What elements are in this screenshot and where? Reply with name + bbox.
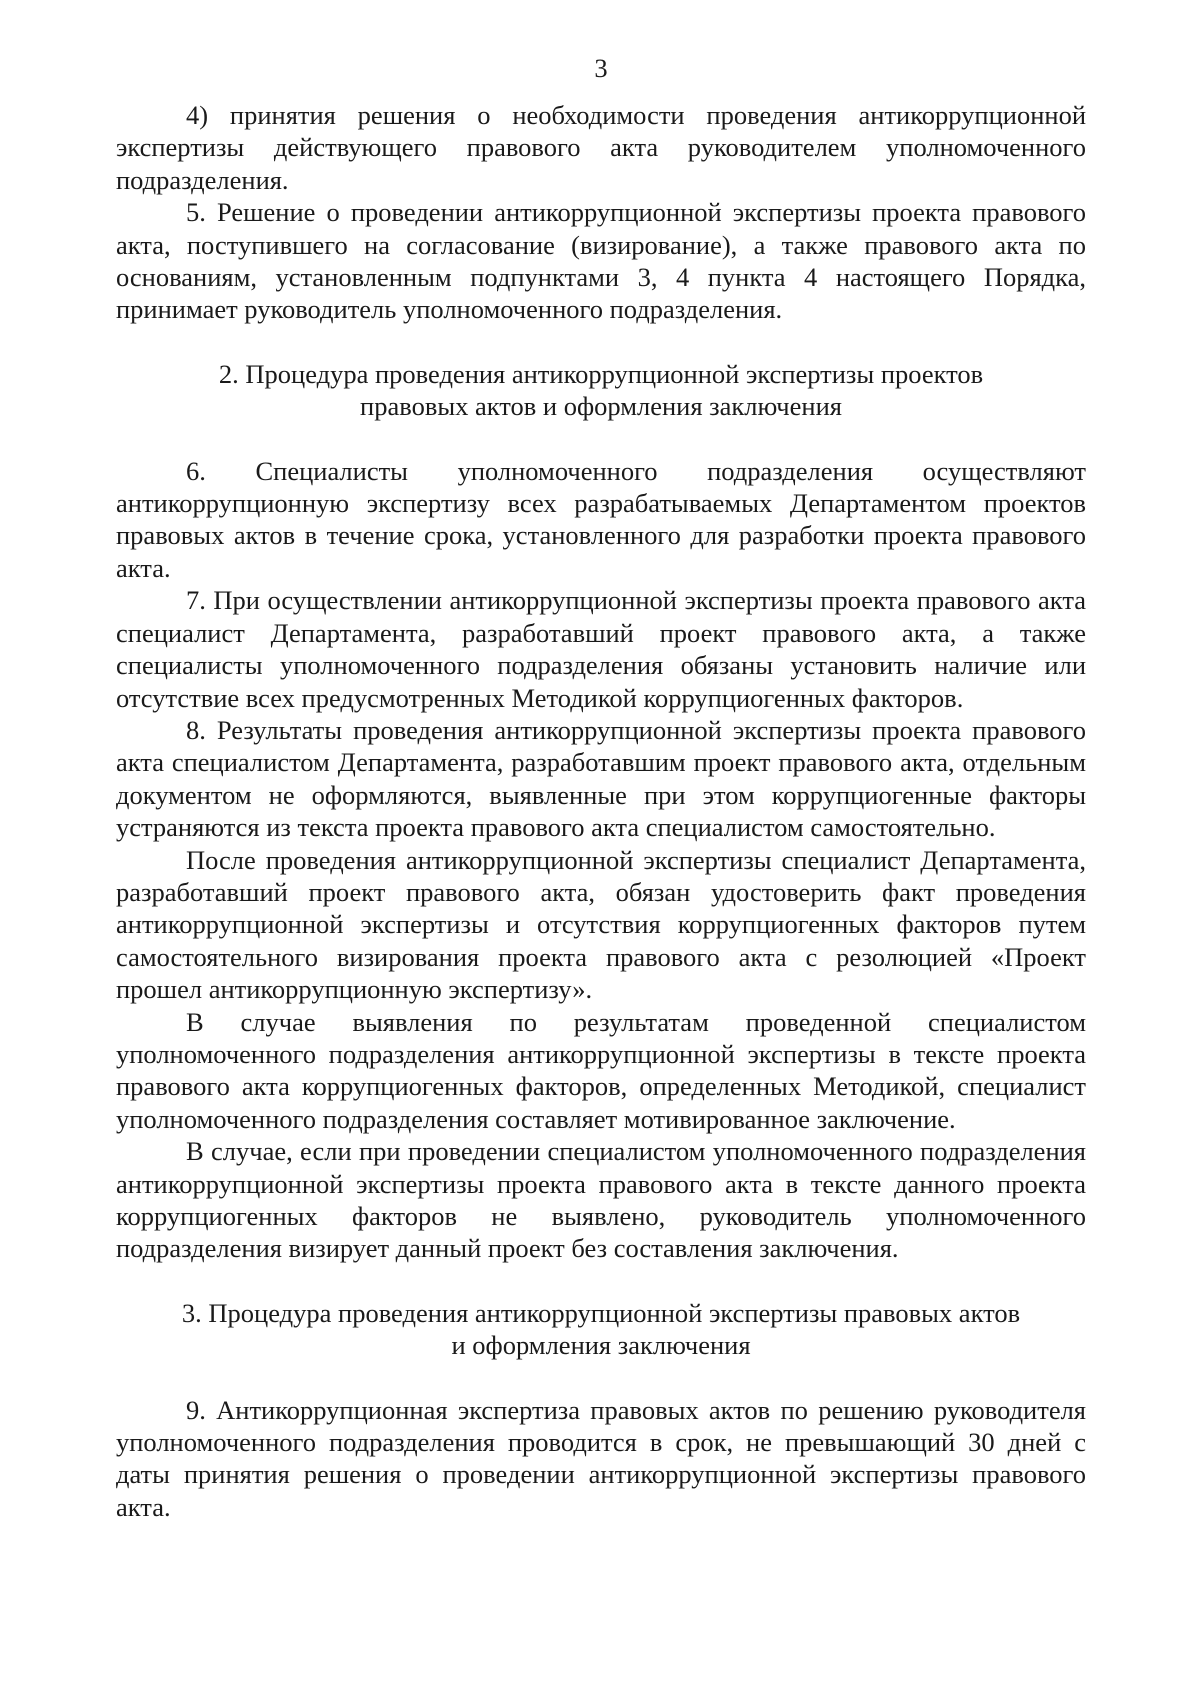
document-page	[116, 52, 1086, 1523]
section-2-heading-line-1: 2. Процедура проведения антикоррупционной экспертизы проектов	[218, 358, 984, 389]
paragraph-item-6: 6. Специалисты уполномоченного подразделения осуществляют антикоррупционную экспертизу всех разрабатываемых Департаментом проектов правовых актов в течение срока, установленного для разработки проекта правового акта.	[116, 455, 1086, 583]
spacer	[116, 423, 1086, 455]
section-3-heading-line-1: 3. Процедура проведения антикоррупционной экспертизы правовых актов	[181, 1297, 1021, 1328]
paragraph-item-8-conclusion: В случае выявления по результатам проведенной специалистом уполномоченного подразделения антикоррупционной экспертизы в тексте проекта правового акта коррупциогенных факторов, определенных Методикой, специалист уполномоченного подразделения составляет мотивированное заключение.	[116, 1006, 1086, 1134]
page-number: 3	[594, 53, 608, 83]
spacer	[116, 1362, 1086, 1394]
paragraph-item-5: 5. Решение о проведении антикоррупционной экспертизы проекта правового акта, поступившего на согласование (визирование), а также правового акта по основаниям, установленным подпунктами 3, 4 пункта 4 настоящего Порядка, принимает руководитель уполномоченного подразделения.	[116, 197, 1086, 325]
paragraph-item-8: 8. Результаты проведения антикоррупционной экспертизы проекта правового акта специалистом Департамента, разработавшим проект правового акта, отдельным документом не оформляются, выявленные при этом коррупциогенные факторы устраняются из текста проекта правового акта специалистом самостоятельно.	[116, 714, 1086, 843]
paragraph-item-9: 9. Антикоррупционная экспертиза правовых актов по решению руководителя уполномоченного подразделения проводится в срок, не превышающий 30 дней с даты принятия решения о проведении антикоррупционной экспертизы правового акта.	[116, 1394, 1086, 1522]
paragraph-item-8-no-factors: В случае, если при проведении специалистом уполномоченного подразделения антикоррупционной экспертизы проекта правового акта в тексте данного проекта коррупциогенных факторов не выявлено, руководитель уполномоченного подразделения визирует данный проект без составления заключения.	[116, 1136, 1086, 1264]
paragraph-item-8-visa: После проведения антикоррупционной экспертизы специалист Департамента, разработавший проект правового акта, обязан удостоверить факт проведения антикоррупционной экспертизы и отсутствия коррупциогенных факторов путем самостоятельного визирования проекта правового акта с резолюцией «Проект прошел антикоррупционную экспертизу».	[116, 844, 1086, 1005]
section-3-heading-line-2: и оформления заключения	[451, 1330, 751, 1361]
paragraph-item-7: 7. При осуществлении антикоррупционной экспертизы проекта правового акта специалист Департамента, разработавший проект правового акта, а также специалисты уполномоченного подразделения обязаны установить наличие или отсутствие всех предусмотренных Методикой коррупциогенных факторов.	[116, 585, 1086, 713]
spacer	[116, 326, 1086, 358]
section-2-heading-line-2: правовых актов и оформления заключения	[360, 391, 842, 422]
paragraph-item-4: 4) принятия решения о необходимости проведения антикоррупционной экспертизы действующего правового акта руководителем уполномоченного подразделения.	[116, 100, 1086, 195]
spacer	[116, 1265, 1086, 1297]
